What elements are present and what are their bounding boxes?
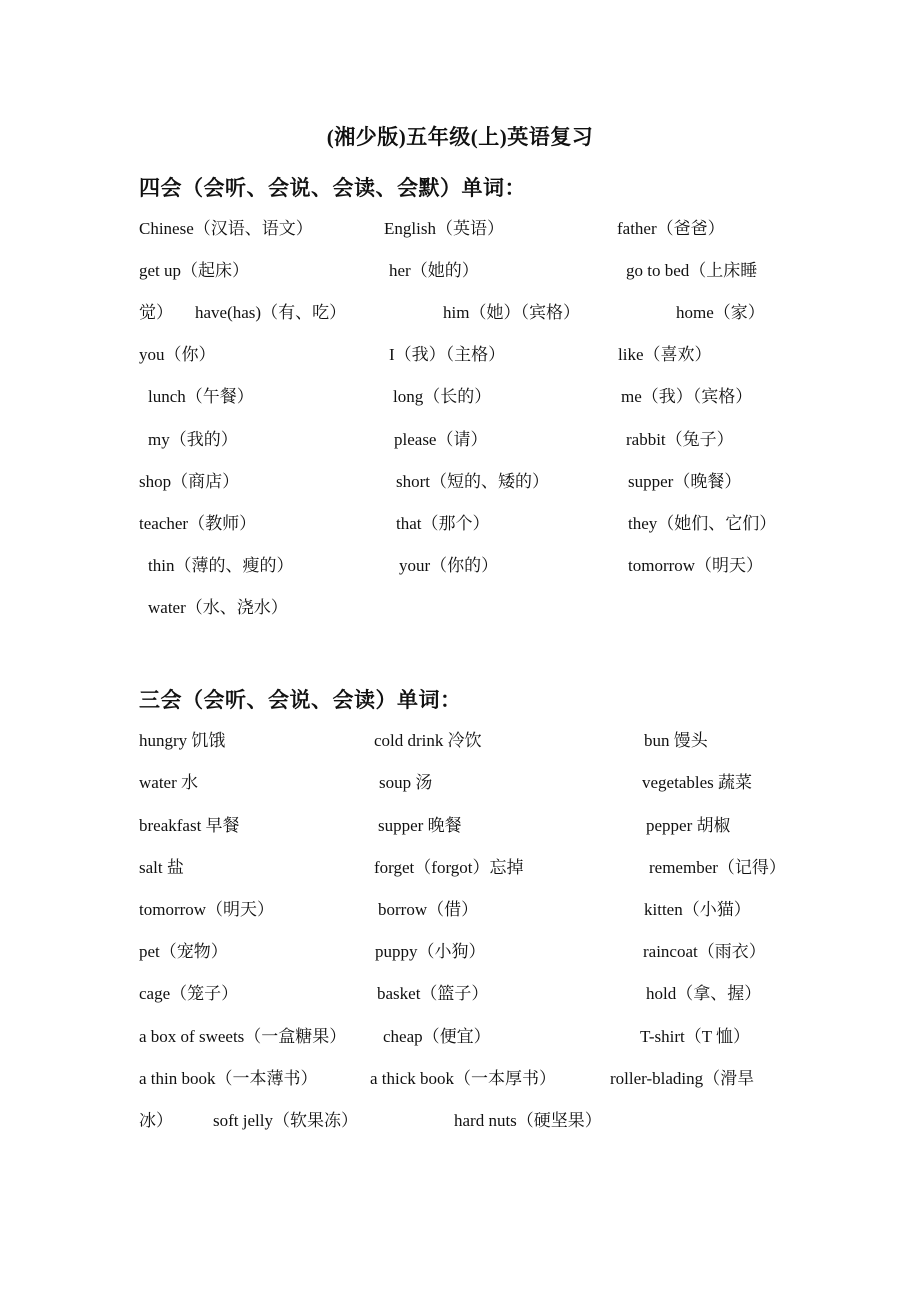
word-entry: have(has)（有、吃） <box>195 303 347 322</box>
word-entry: I（我）（主格） <box>389 345 506 364</box>
three-skills-heading: 三会（会听、会说、会读）单词： <box>139 688 462 712</box>
word-entry: please（请） <box>394 430 488 449</box>
word-entry: soup 汤 <box>379 773 433 792</box>
four-skills-heading: 四会（会听、会说、会读、会默）单词： <box>139 176 526 200</box>
word-entry: like（喜欢） <box>618 345 712 364</box>
word-entry: pepper 胡椒 <box>646 816 731 835</box>
word-entry: my（我的） <box>148 430 238 449</box>
word-entry: borrow（借） <box>378 900 479 919</box>
word-entry: you（你） <box>139 345 216 364</box>
word-entry: me（我）（宾格） <box>621 387 753 406</box>
word-entry: get up（起床） <box>139 261 250 280</box>
word-entry: long（长的） <box>393 387 492 406</box>
word-entry: shop（商店） <box>139 472 240 491</box>
word-entry: water（水、浇水） <box>148 598 288 617</box>
word-entry: thin（薄的、瘦的） <box>148 556 294 575</box>
word-entry: bun 馒头 <box>644 731 708 750</box>
word-entry: supper（晚餐） <box>628 472 742 491</box>
word-entry: basket（篮子） <box>377 984 489 1003</box>
word-entry: raincoat（雨衣） <box>643 942 766 961</box>
word-entry: rabbit（兔子） <box>626 430 734 449</box>
word-entry: father（爸爸） <box>617 219 725 238</box>
word-entry: forget（forgot）忘掉 <box>374 858 524 877</box>
word-entry: soft jelly（软果冻） <box>213 1111 358 1130</box>
word-entry: tomorrow（明天） <box>628 556 764 575</box>
word-entry: remember（记得） <box>649 858 786 877</box>
word-entry: water 水 <box>139 773 199 792</box>
word-entry: vegetables 蔬菜 <box>642 773 752 792</box>
word-entry: kitten（小猫） <box>644 900 751 919</box>
word-entry: teacher（教师） <box>139 514 257 533</box>
word-entry: they（她们、它们） <box>628 514 777 533</box>
word-entry: pet（宠物） <box>139 942 228 961</box>
word-entry: T-shirt（T 恤） <box>640 1027 751 1046</box>
word-entry: salt 盐 <box>139 858 184 877</box>
word-entry: your（你的） <box>399 556 499 575</box>
word-entry: hungry 饥饿 <box>139 731 226 750</box>
page-title: (湘少版)五年级(上)英语复习 <box>326 125 594 149</box>
word-entry: him（她）（宾格） <box>443 303 580 322</box>
word-entry: a box of sweets（一盒糖果） <box>139 1027 347 1046</box>
word-entry: a thick book（一本厚书） <box>370 1069 557 1088</box>
word-entry: lunch（午餐） <box>148 387 254 406</box>
word-entry: cage（笼子） <box>139 984 239 1003</box>
word-entry: puppy（小狗） <box>375 942 486 961</box>
word-entry: hold（拿、握） <box>646 984 762 1003</box>
word-entry: short（短的、矮的） <box>396 472 549 491</box>
word-entry: hard nuts（硬坚果） <box>454 1111 602 1130</box>
word-entry: go to bed（上床睡 <box>626 261 758 280</box>
word-entry: home（家） <box>676 303 765 322</box>
word-entry: roller-blading（滑旱 <box>610 1069 755 1088</box>
word-entry: breakfast 早餐 <box>139 816 240 835</box>
word-entry: that（那个） <box>396 514 490 533</box>
word-entry: cheap（便宜） <box>383 1027 491 1046</box>
word-entry: cold drink 冷饮 <box>374 731 482 750</box>
word-entry: a thin book（一本薄书） <box>139 1069 318 1088</box>
word-entry: supper 晚餐 <box>378 816 462 835</box>
word-entry: her（她的） <box>389 261 479 280</box>
word-entry: 觉） <box>139 303 173 322</box>
word-entry: 冰） <box>139 1111 173 1130</box>
word-entry: tomorrow（明天） <box>139 900 275 919</box>
word-entry: English（英语） <box>384 219 504 238</box>
word-entry: Chinese（汉语、语文） <box>139 219 313 238</box>
